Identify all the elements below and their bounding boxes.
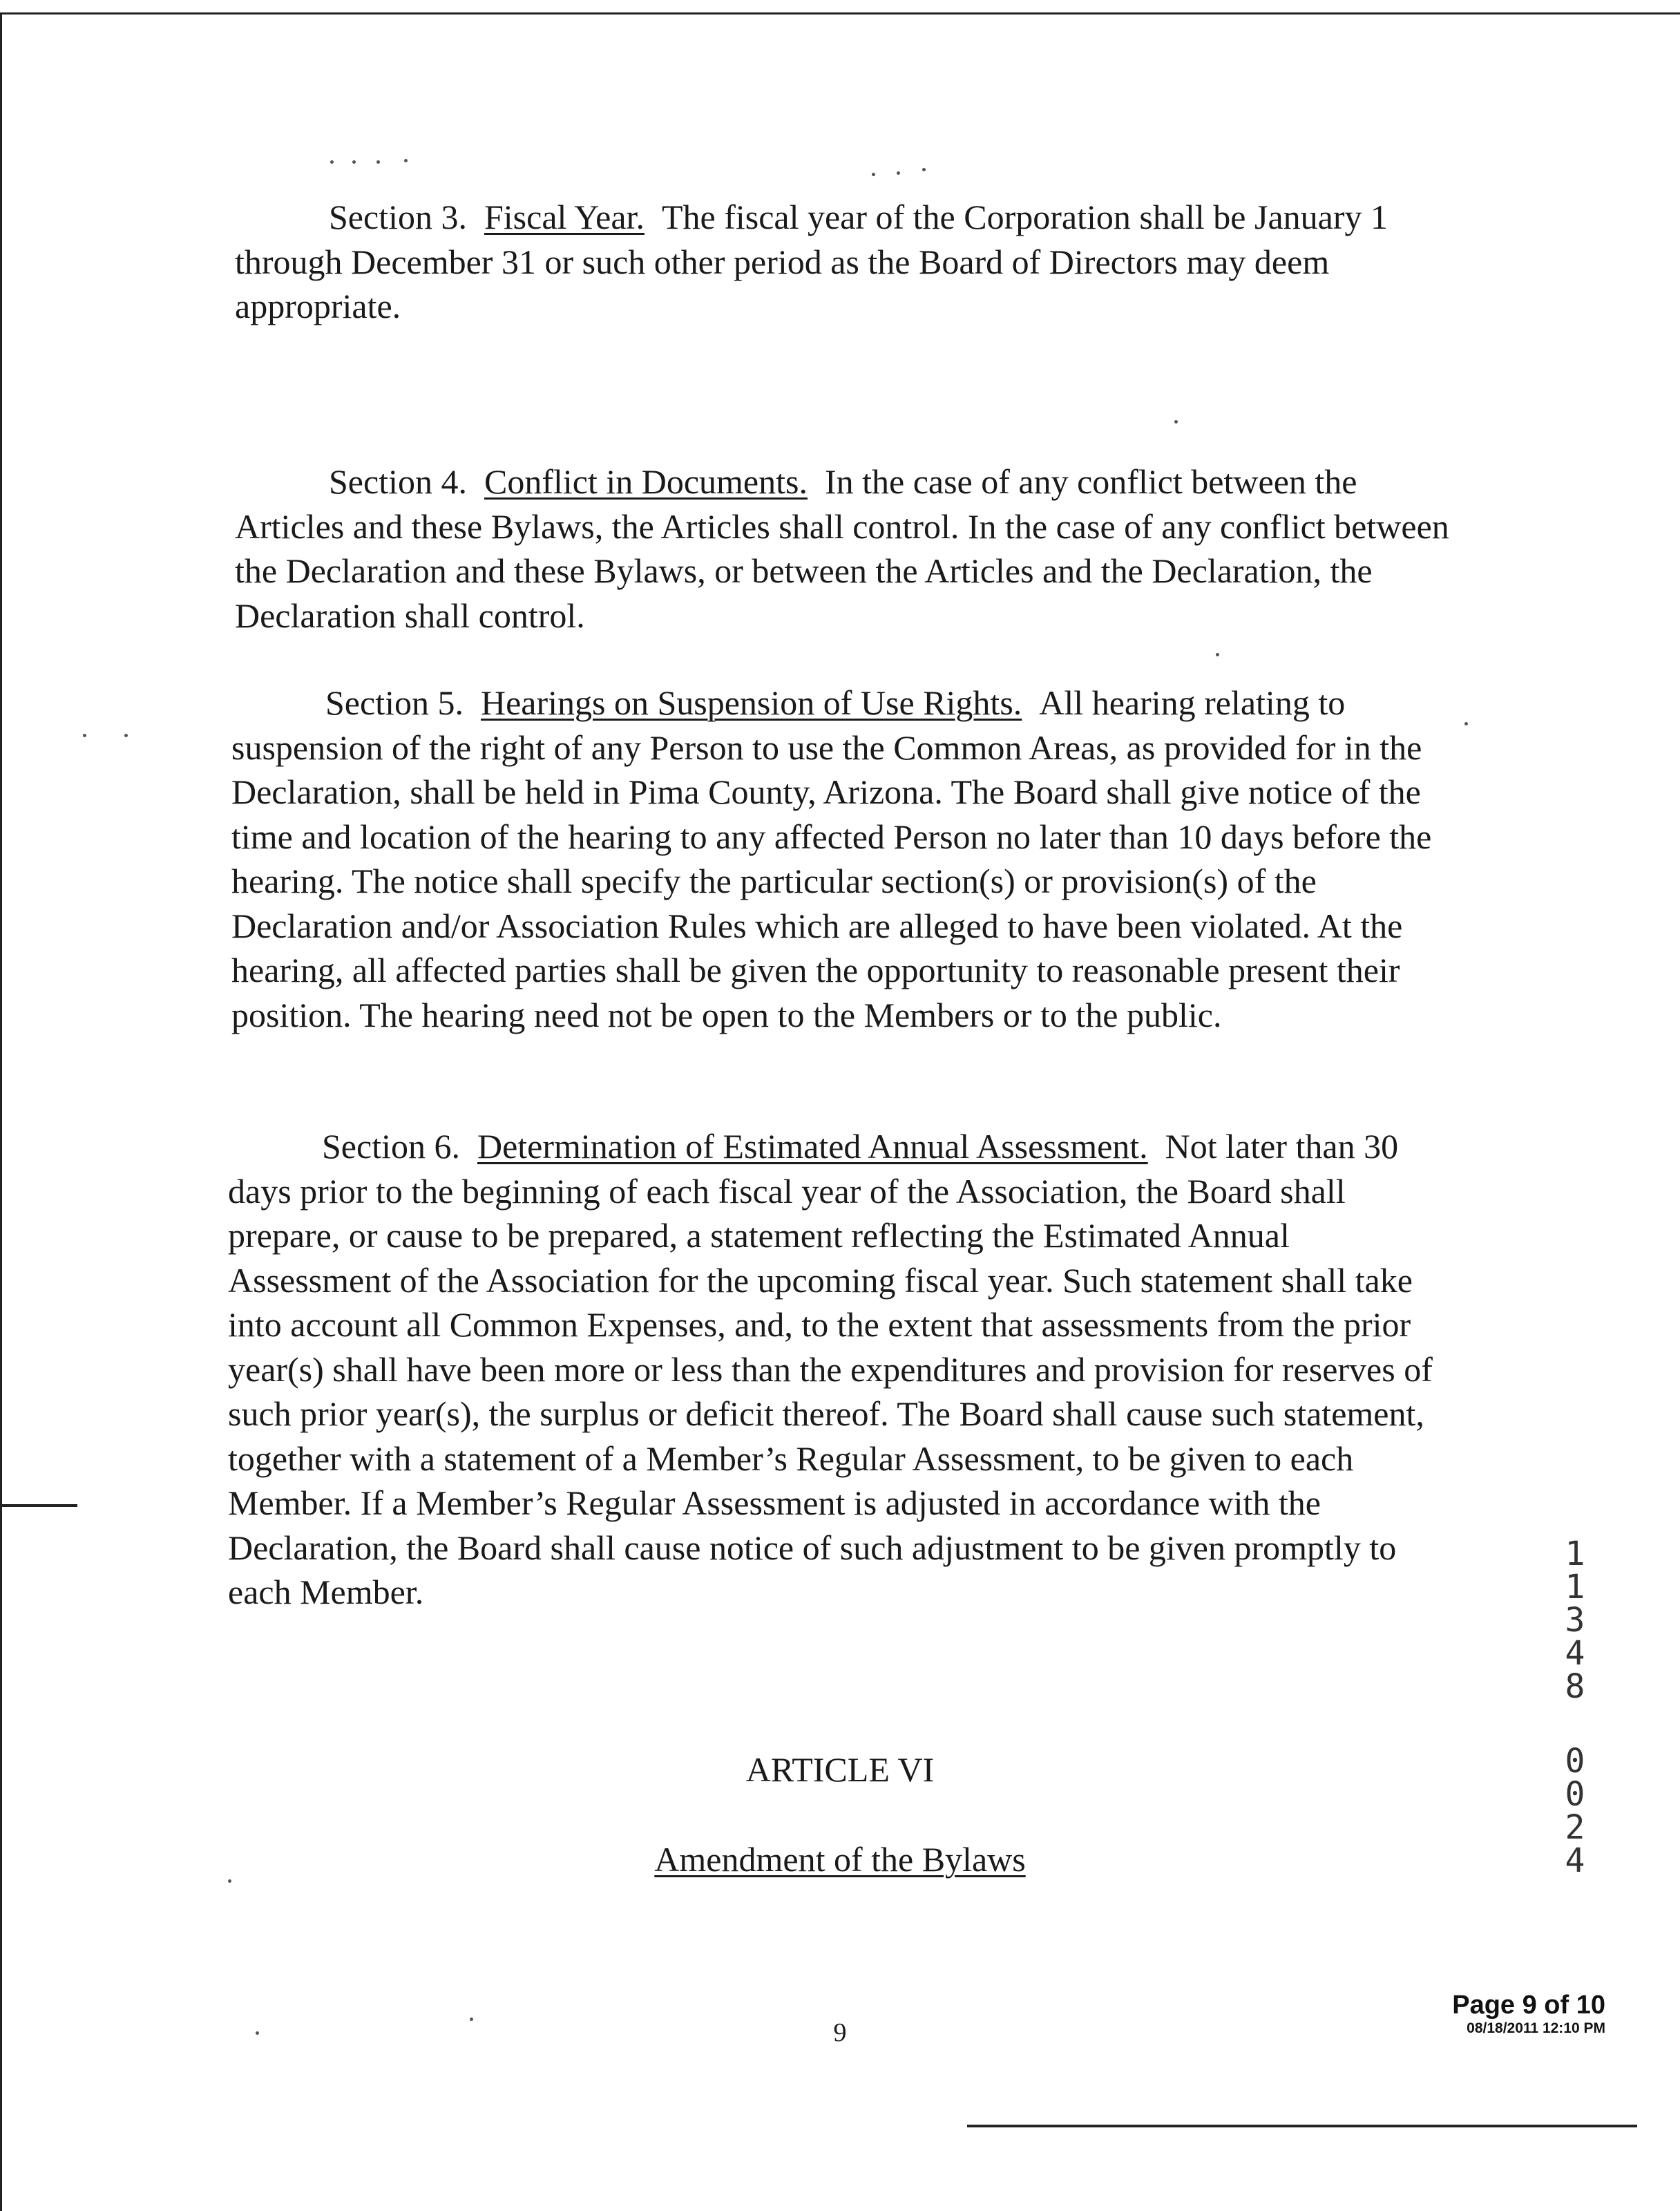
left-margin-tick [0,1504,77,1507]
section-3-heading: Fiscal Year. [484,198,645,236]
scan-speck [228,1879,231,1883]
section-4-heading: Conflict in Documents. [484,462,808,501]
section-4-body: In the case of any conflict between the Articles and these Bylaws, the Articles shall control. In the case of any conflict between the Declaration and these Bylaws, or between the Articles and the Declaration, the Declaration shall control. [235,462,1449,635]
section-6-paragraph [228,1124,1444,1615]
scan-speck [352,160,356,164]
section-4-prefix: Section 4. [329,462,467,501]
section-5-heading: Hearings on Suspension of Use Rights. [480,683,1022,722]
scan-speck [1216,653,1219,656]
stamp-digit: 8 [1565,1667,1585,1706]
scan-speck [124,734,128,737]
section-3-paragraph [235,195,1451,329]
top-border-line [0,12,1680,15]
left-border-line [0,12,2,2211]
scan-speck [330,160,334,164]
scan-speck [1174,420,1178,424]
section-3-body: The fiscal year of the Corporation shall be January 1 through December 31 or such other period as the Board of Directors may deem appropriate. [235,198,1388,325]
section-5-body: All hearing relating to suspension of the right of any Person to use the Common Areas, as provided for in the Declaration, shall be held in Pima County, Arizona. The Board shall give notice of the time and location of the hearing to any affected Person no later than 10 days before the hearing. The notice shall specify the particular section(s) or provision(s) of the Declaration and/or Association Rules which are alleged to have been violated. At the hearing, all affected parties shall be given the opportunity to reasonable present their position. The hearing need not be open to the Members or to the public. [231,683,1432,1034]
article-title-text: Amendment of the Bylaws [654,1840,1026,1879]
scan-speck [404,159,408,162]
section-4-paragraph [235,459,1451,638]
section-6-prefix: Section 6. [322,1127,460,1166]
scan-speck [1464,722,1468,725]
page-number: 9 [833,2018,847,2047]
stamp-digit: 1 [1565,1535,1585,1573]
stamp-digit: 0 [1565,1742,1585,1781]
stamp-digit: 4 [1565,1634,1585,1673]
page-info-timestamp: 08/18/2011 12:10 PM [1467,2020,1605,2036]
scan-speck [897,171,900,175]
section-6-heading: Determination of Estimated Annual Assessment. [477,1127,1148,1166]
scan-speck [83,734,86,737]
scan-speck [872,173,875,176]
article-number: ARTICLE VI [745,1750,935,1789]
stamp-gap [1554,1703,1596,1745]
stamp-digit: 2 [1565,1808,1585,1847]
stamp-digit: 0 [1565,1775,1585,1814]
article-title [0,1839,1680,1879]
stamp-digit: 3 [1565,1601,1585,1640]
scan-speck [922,168,926,171]
section-3-prefix: Section 3. [329,198,467,236]
stamp-digit: 1 [1565,1568,1585,1606]
bottom-right-line [967,2125,1637,2127]
page-info-label: Page 9 of 10 [1452,1991,1605,2020]
recording-stamp [1554,1535,1596,1880]
section-5-paragraph [231,681,1447,1037]
stamp-digit: 4 [1565,1841,1585,1880]
section-5-prefix: Section 5. [325,683,464,722]
scan-speck [376,160,380,164]
section-6-body: Not later than 30 days prior to the beginning of each fiscal year of the Association, the Board shall prepare, or cause to be prepared, a statement reflecting the Estimated Annual Assessment of the Association for the upcoming fiscal year. Such statement shall take into account all Common Expenses, and, to the extent that assessments from the prior year(s) shall have been more or less than the expenditures and provision for reserves of such prior year(s), the surplus or deficit thereof. The Board shall cause such statement, together with a statement of a Member’s Regular Assessment, to be given to each Member. If a Member’s Regular Assessment is adjusted in accordance with the Declaration, the Board shall cause notice of such adjustment to be given promptly to each Member. [228,1127,1433,1611]
